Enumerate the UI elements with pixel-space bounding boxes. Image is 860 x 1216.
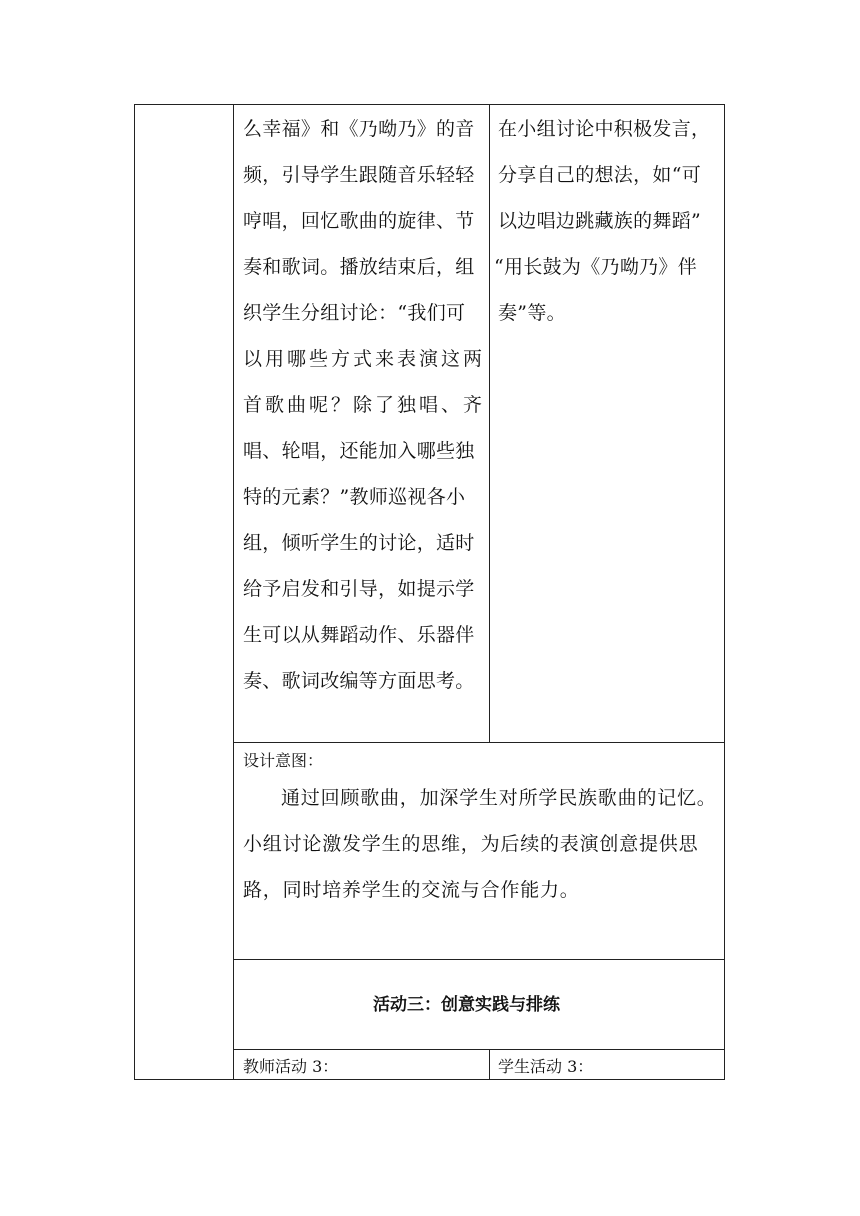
teacher-activity-line: 哼唱，回忆歌曲的旋律、节 (243, 210, 475, 232)
student-activity-line: 以边唱边跳藏族的舞蹈” (498, 210, 702, 232)
table-left-border (134, 104, 135, 1080)
design-intent-line: 通过回顾歌曲，加深学生对所学民族歌曲的记忆。 (281, 787, 717, 809)
teacher-activity-line: 组，倾听学生的讨论，适时 (243, 532, 475, 554)
design-intent-line: 路，同时培养学生的交流与合作能力。 (243, 879, 580, 901)
teacher-activity-line: 给予启发和引导，如提示学 (243, 578, 475, 600)
activity-3-heading-top-border (233, 959, 725, 960)
teacher-activity-line: 以用哪些方式来表演这两 (243, 348, 486, 370)
student-activity-3-label: 学生活动 3： (498, 1057, 594, 1076)
table-bottom-border (134, 1079, 725, 1080)
activity-3-heading: 活动三：创意实践与排练 (373, 995, 560, 1015)
teacher-activity-line: 频，引导学生跟随音乐轻轻 (243, 164, 475, 186)
design-intent-line: 小组讨论激发学生的思维，为后续的表演创意提供思 (243, 833, 699, 855)
teacher-activity-line: 奏和歌词。播放结束后，组 (243, 256, 475, 278)
teacher-activity-line: 特的元素？”教师巡视各小 (243, 486, 466, 508)
teacher-activity-line: 生可以从舞蹈动作、乐器伴 (243, 624, 475, 646)
activity-split-divider-upper (489, 104, 490, 742)
teacher-activity-line: 唱、轮唱，还能加入哪些独 (243, 440, 475, 462)
design-intent-label: 设计意图： (243, 751, 324, 770)
table-right-border (724, 104, 725, 1080)
table-top-border (134, 104, 725, 105)
teacher-activity-3-label: 教师活动 3： (243, 1057, 339, 1076)
student-activity-line: 分享自己的想法，如“可 (498, 164, 702, 186)
student-activity-line: 在小组讨论中积极发言， (498, 118, 711, 140)
activity-3-labels-top-border (233, 1049, 725, 1050)
teacher-activity-line: 奏、歌词改编等方面思考。 (243, 670, 475, 692)
teacher-activity-line: 织学生分组讨论：“我们可 (243, 302, 466, 324)
teacher-activity-line: 么幸福》和《乃呦乃》的音 (243, 118, 475, 140)
design-intent-top-border (233, 742, 725, 743)
student-activity-line: “用长鼓为《乃呦乃》伴 (494, 256, 698, 278)
activity-split-divider-lower (489, 1049, 490, 1080)
teacher-activity-line: 首歌曲呢？除了独唱、齐 (243, 394, 486, 416)
table-column-divider (233, 104, 234, 1080)
student-activity-line: 奏”等。 (498, 302, 566, 324)
